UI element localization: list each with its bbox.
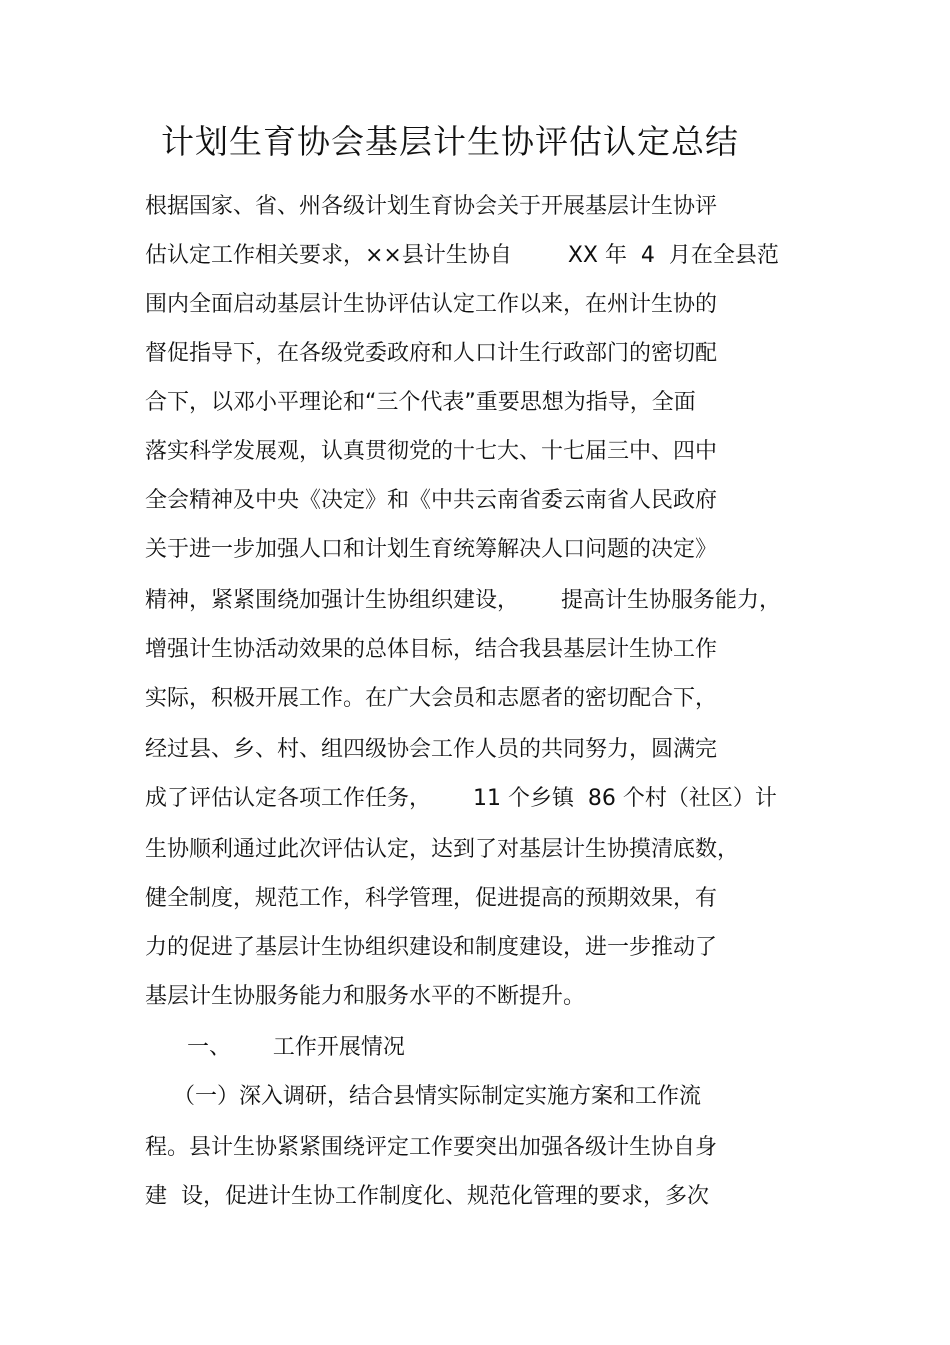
body-line-14: 生协顺利通过此次评估认定，达到了对基层计生协摸清底数，: [145, 837, 740, 862]
body-line-5: 合下，以邓小平理论和“三个代表”重要思想为指导，全面: [145, 390, 696, 415]
body-line-13: 成了评估认定各项工作任务， 11 个乡镇 86 个村（社区）计: [145, 786, 777, 811]
document-title: 计划生育协会基层计生协评估认定总结: [161, 122, 739, 161]
body-line-12: 经过县、乡、村、组四级协会工作人员的共同努力，圆满完: [145, 737, 718, 762]
body-line-20: 建 设，促进计生协工作制度化、规范化管理的要求，多次: [145, 1184, 709, 1209]
body-line-4: 督促指导下，在各级党委政府和人口计生行政部门的密切配: [145, 341, 718, 366]
body-line-1: 根据国家、省、州各级计划生育协会关于开展基层计生协评: [145, 194, 718, 219]
body-line-19: 程。县计生协紧紧围绕评定工作要突出加强各级计生协自身: [145, 1135, 718, 1160]
body-line-16: 力的促进了基层计生协组织建设和制度建设，进一步推动了: [145, 935, 718, 960]
body-line-6: 落实科学发展观，认真贯彻党的十七大、十七届三中、四中: [145, 439, 718, 464]
body-line-15: 健全制度，规范工作，科学管理，促进提高的预期效果，有: [145, 886, 718, 911]
body-line-10: 增强计生协活动效果的总体目标，结合我县基层计生协工作: [145, 637, 718, 662]
body-line-18: （一）深入调研，结合县情实际制定实施方案和工作流: [145, 1084, 701, 1109]
body-line-7: 全会精神及中央《决定》和《中共云南省委云南省人民政府: [145, 488, 718, 513]
body-line-11: 实际，积极开展工作。在广大会员和志愿者的密切配合下，: [145, 686, 718, 711]
section-heading-1: 一、 工作开展情况: [145, 1035, 405, 1060]
body-line-9: 精神，紧紧围绕加强计生协组织建设， 提高计生协服务能力，: [145, 588, 781, 613]
body-line-3: 围内全面启动基层计生协评估认定工作以来，在州计生协的: [145, 292, 718, 317]
body-line-2: 估认定工作相关要求，××县计生协自 XX 年 4 月在全县范: [145, 243, 779, 268]
body-line-17: 基层计生协服务能力和服务水平的不断提升。: [145, 984, 586, 1009]
body-line-8: 关于进一步加强人口和计划生育统筹解决人口问题的决定》: [145, 537, 718, 562]
